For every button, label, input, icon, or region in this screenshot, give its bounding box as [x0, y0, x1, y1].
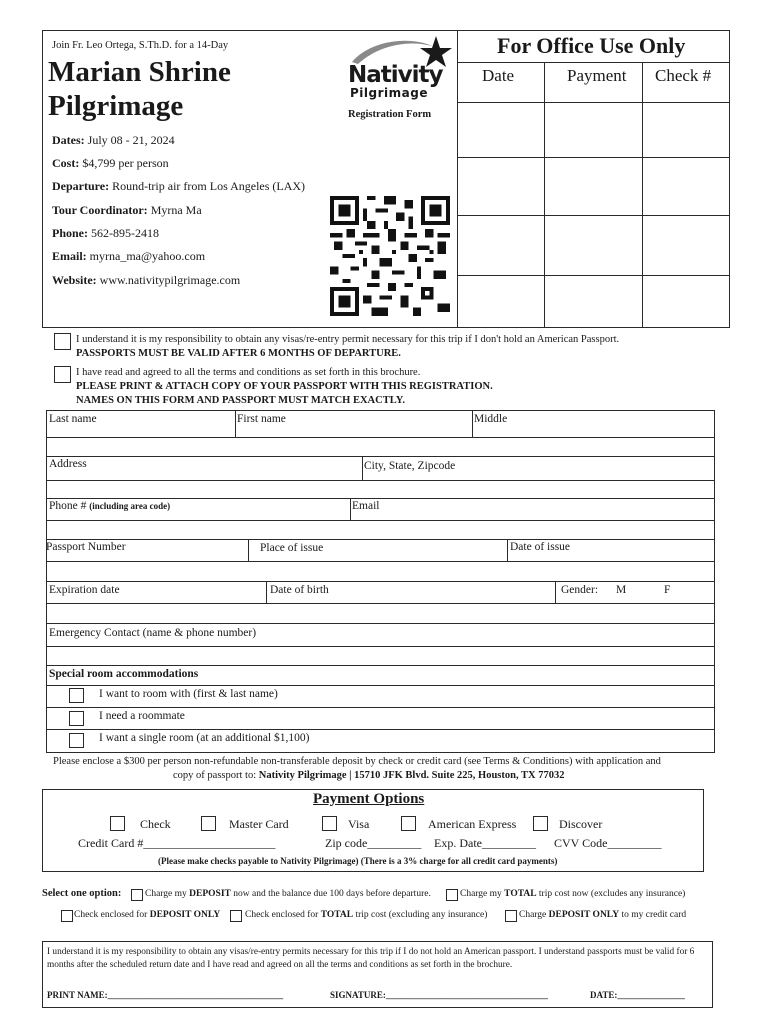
- terms-agree-checkbox[interactable]: [54, 366, 71, 383]
- exp-divider-1: [266, 581, 267, 603]
- registration-form-label: Registration Form: [348, 109, 432, 120]
- page-title-line2: Pilgrimage: [48, 90, 184, 122]
- pay-discover-checkbox[interactable]: [533, 816, 548, 831]
- row-line-12: [46, 665, 715, 666]
- pay-amex-label: American Express: [428, 817, 517, 831]
- office-row-line-2: [457, 157, 730, 158]
- gender-f-option[interactable]: F: [664, 584, 671, 596]
- pay-amex-checkbox[interactable]: [401, 816, 416, 831]
- info-website: Website: www.nativitypilgrimage.com: [52, 273, 241, 287]
- qr-code-image: [330, 195, 450, 317]
- payment-options-title: Payment Options: [313, 791, 425, 807]
- name-divider-1: [235, 410, 236, 437]
- cvv-code-field[interactable]: CVV Code_________: [554, 836, 662, 850]
- place-of-issue-label: Place of issue: [260, 542, 324, 554]
- phone-email-input-area[interactable]: [48, 521, 713, 539]
- page-title-line1: Marian Shrine: [48, 56, 231, 88]
- room-with-label: I want to room with (first & last name): [99, 688, 278, 700]
- office-col-date: Date: [482, 66, 515, 85]
- single-room-checkbox[interactable]: [69, 733, 84, 748]
- pay-discover-label: Discover: [559, 817, 603, 831]
- date-field[interactable]: DATE:_______________: [590, 990, 685, 1000]
- select-option-label: Select one option:: [42, 888, 122, 899]
- office-col-check: Check #: [655, 66, 712, 85]
- row-line-14: [46, 707, 715, 708]
- passport-validity-note: PASSPORTS MUST BE VALID AFTER 6 MONTHS OF DEPARTURE.: [76, 348, 401, 359]
- middle-name-label: Middle: [474, 413, 508, 425]
- passport-input-area[interactable]: [48, 562, 713, 581]
- need-roommate-checkbox[interactable]: [69, 711, 84, 726]
- info-departure: Departure: Round-trip air from Los Angeles (LAX): [52, 179, 306, 193]
- office-col-payment: Payment: [567, 66, 627, 85]
- pay-visa-checkbox[interactable]: [322, 816, 337, 831]
- check-deposit-checkbox[interactable]: [61, 910, 73, 922]
- office-row-line-3: [457, 215, 730, 216]
- charge-deposit-only-checkbox[interactable]: [505, 910, 517, 922]
- deposit-mailing-address: copy of passport to: Nativity Pilgrimage | 15710 JFK Blvd. Suite 225, Houston, TX 77032: [173, 770, 565, 781]
- exp-date-field[interactable]: Exp. Date_________: [434, 836, 536, 850]
- row-line-8: [46, 581, 715, 582]
- pay-mastercard-checkbox[interactable]: [201, 816, 216, 831]
- credit-card-number-field[interactable]: Credit Card #______________________: [78, 836, 276, 850]
- info-coordinator: Tour Coordinator: Myrna Ma: [52, 203, 202, 217]
- charge-total-checkbox[interactable]: [446, 889, 458, 901]
- phone-divider: [350, 498, 351, 520]
- info-dates: Dates: July 08 - 21, 2024: [52, 133, 175, 147]
- pay-visa-label: Visa: [348, 817, 370, 831]
- row-line-10: [46, 623, 715, 624]
- address-input-area[interactable]: [48, 481, 713, 498]
- office-row-line-4: [457, 275, 730, 276]
- phone-label: Phone # (including area code): [49, 500, 171, 512]
- info-cost: Cost: $4,799 per person: [52, 156, 169, 170]
- expiration-date-label: Expiration date: [49, 584, 120, 596]
- check-deposit-label: Check enclosed for DEPOSIT ONLY: [74, 910, 221, 920]
- passport-divider-1: [248, 539, 249, 561]
- row-line-13: [46, 685, 715, 686]
- check-total-label: Check enclosed for TOTAL trip cost (excluding any insurance): [245, 910, 488, 920]
- office-use-title: For Office Use Only: [497, 33, 686, 58]
- passport-divider-2: [507, 539, 508, 561]
- pay-check-label: Check: [140, 817, 171, 831]
- date-of-birth-label: Date of birth: [270, 584, 329, 596]
- address-label: Address: [49, 458, 87, 470]
- info-phone: Phone: 562-895-2418: [52, 226, 159, 240]
- passport-number-label: Passport Number: [46, 541, 126, 553]
- charge-deposit-label: Charge my DEPOSIT now and the balance due 100 days before departure.: [145, 889, 431, 899]
- need-roommate-label: I need a roommate: [99, 710, 185, 722]
- first-name-label: First name: [237, 413, 286, 425]
- office-left-border: [457, 30, 458, 328]
- zip-code-field[interactable]: Zip code_________: [325, 836, 422, 850]
- emergency-contact-label: Emergency Contact (name & phone number): [49, 627, 257, 639]
- signature-statement: I understand it is my responsibility to obtain any visas/re-entry permits necessary for this trip if I do not hold an American passport. I understand passports must be valid for 6 months after the scheduled return date and I have read and agreed on all the terms and conditions as set forth in the brochure.: [47, 947, 695, 970]
- names-match-note: NAMES ON THIS FORM AND PASSPORT MUST MATCH EXACTLY.: [76, 395, 405, 406]
- address-divider: [362, 456, 363, 480]
- charge-deposit-only-label: Charge DEPOSIT ONLY to my credit card: [519, 910, 687, 920]
- row-line-2: [46, 456, 715, 457]
- office-row-line-1: [457, 102, 730, 103]
- row-line-4: [46, 498, 715, 499]
- qr-code-icon: [330, 195, 450, 317]
- gender-label: Gender:: [561, 584, 599, 596]
- date-of-issue-label: Date of issue: [510, 541, 571, 553]
- gender-m-option[interactable]: M: [616, 584, 627, 596]
- room-with-checkbox[interactable]: [69, 688, 84, 703]
- last-name-label: Last name: [49, 413, 97, 425]
- emergency-contact-input-area[interactable]: [48, 647, 713, 665]
- logo-text-pilgrimage: Pilgrimage: [350, 86, 428, 100]
- city-state-zip-label: City, State, Zipcode: [364, 460, 456, 472]
- attach-passport-note: PLEASE PRINT & ATTACH COPY OF YOUR PASSPORT WITH THIS REGISTRATION.: [76, 381, 493, 392]
- payment-note: (Please make checks payable to Nativity Pilgrimage) (There is a 3% charge for all credit card payments): [158, 856, 558, 866]
- pay-check-checkbox[interactable]: [110, 816, 125, 831]
- name-input-area[interactable]: [48, 438, 713, 456]
- exp-divider-2: [555, 581, 556, 603]
- nativity-logo: [340, 34, 455, 106]
- visa-acknowledge-text: I understand it is my responsibility to obtain any visas/re-entry permit necessary for this trip if I don't hold an American Passport.: [76, 334, 620, 345]
- visa-acknowledge-checkbox[interactable]: [54, 333, 71, 350]
- single-room-label: I want a single room (at an additional $1,100): [99, 732, 310, 744]
- terms-agree-text: I have read and agreed to all the terms and conditions as set forth in this brochure.: [76, 367, 421, 378]
- room-accommodations-heading: Special room accommodations: [49, 668, 199, 680]
- signature-field[interactable]: SIGNATURE:____________________________________: [330, 990, 548, 1000]
- deposit-instructions: Please enclose a $300 per person non-refundable non-transferable deposit by check or credit card (see Terms & Conditions) with application and: [53, 756, 661, 767]
- check-total-checkbox[interactable]: [230, 910, 242, 922]
- row-line-6: [46, 539, 715, 540]
- name-divider-2: [472, 410, 473, 437]
- office-header-line: [457, 62, 730, 63]
- charge-deposit-checkbox[interactable]: [131, 889, 143, 901]
- tagline: Join Fr. Leo Ortega, S.Th.D. for a 14-Day: [52, 40, 229, 51]
- row-line-15: [46, 729, 715, 730]
- charge-total-label: Charge my TOTAL trip cost now (excludes any insurance): [460, 889, 686, 899]
- print-name-field[interactable]: PRINT NAME:_______________________________________: [47, 990, 284, 1000]
- dates-input-area[interactable]: [48, 604, 713, 623]
- pay-mastercard-label: Master Card: [229, 817, 289, 831]
- logo-text-nativity: Nativity: [348, 62, 443, 88]
- info-email: Email: myrna_ma@yahoo.com: [52, 249, 206, 263]
- email-label: Email: [352, 500, 380, 512]
